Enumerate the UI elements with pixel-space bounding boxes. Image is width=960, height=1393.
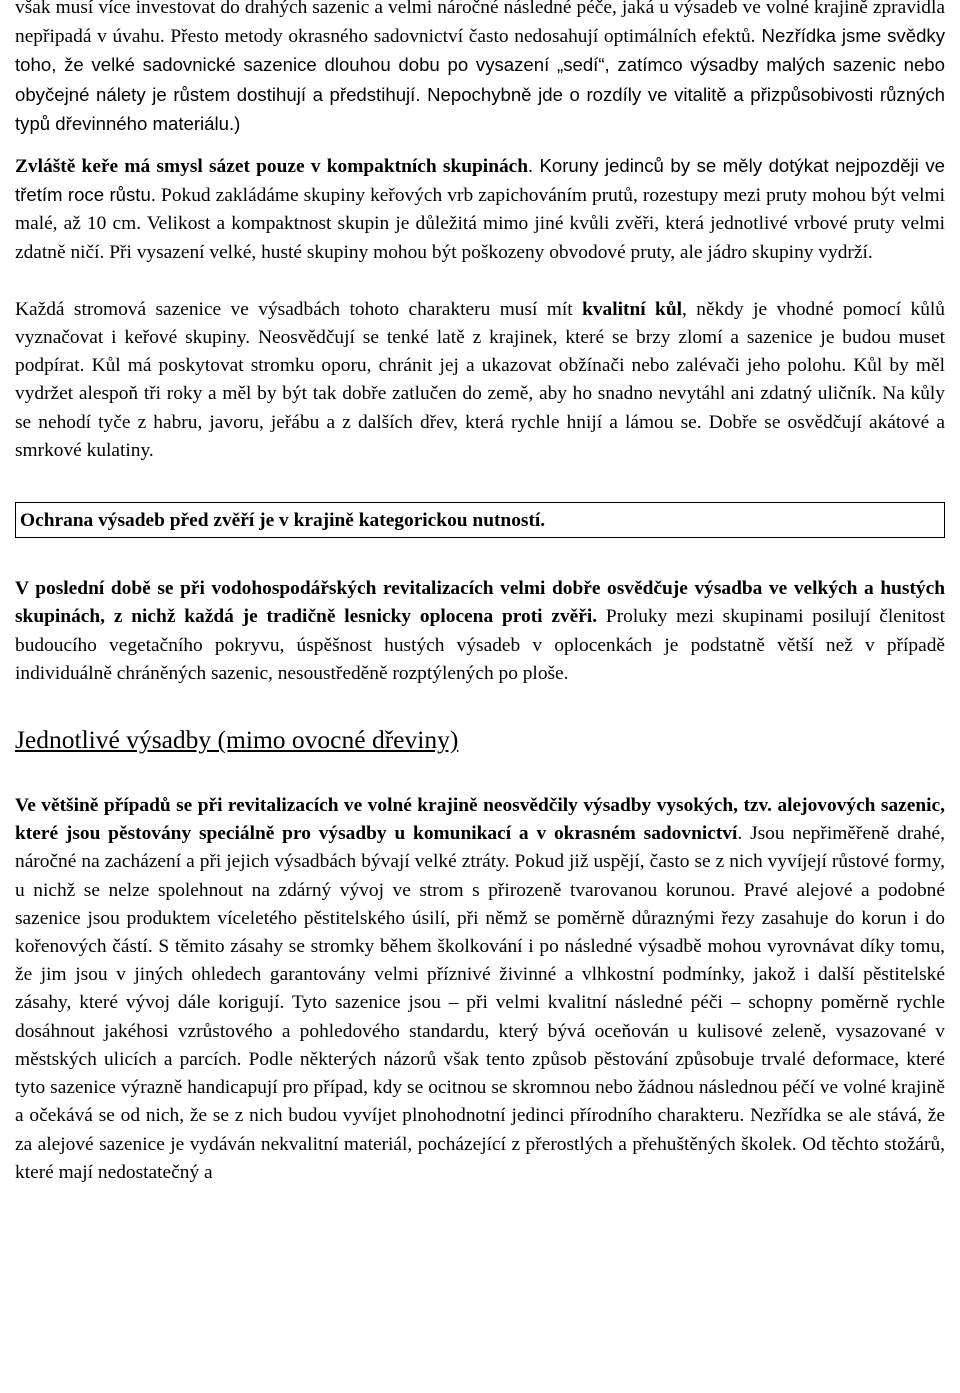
p3-sentence-2: Kůl má poskytovat stromku oporu, chránit jej a ukazovat obžínači nebo zalévači jeho polohu. [84,355,847,377]
p5-bold-end: . [737,823,743,845]
spacer [15,538,945,575]
p5-sentence-7: Nezřídka se ale stává, že za alejové sazenice je vydáván nekvalitní materiál, pocházející z přerostlých a přehuštěných školek. [15,1105,946,1155]
spacer [15,465,945,502]
p3-sentence-5: Dobře se osvědčují akátové a smrkové kulatiny. [15,411,945,461]
spacer [15,139,945,152]
p4-text: Proluky mezi skupinami posilují členitost budoucího vegetačního pokryvu, úspěšnost hustých výsadeb v oplocenkách je podstatně větší než v případě individuálně chráněných sazenic, nesoustředěně rozptýlených po ploše. [15,606,945,684]
paragraph-4 [15,575,945,688]
p2-sentence-2: Pokud zakládáme skupiny keřových vrb zapichováním prutů, rozestupy mezi pruty mohou být velmi malé, až 10 cm. [15,185,945,235]
section-heading: Jednotlivé výsadby (mimo ovocné dřeviny) [15,725,459,755]
paragraph-5 [15,792,945,1187]
p5-sentence-6: Podle některých názorů však tento způsob pěstování způsobuje trvalé deformace, které tyto sazenice výrazně handicapují pro případ, kdy se ocitnou se skromnou nebo žádnou následnou péčí ve volné krajině a očekává se od nich, že se z nich budou vyvíjet plnohodnotní jedinci přírodního charakteru. [15,1048,945,1127]
p3-sentence-3: Kůl by měl vydržet alespoň tři roky a měl by být tak dobře zatlučen do země, aby ho snadno nevytáhl ani zdatný uličník. [15,355,945,405]
spacer [15,688,945,725]
paragraph-3 [15,296,945,465]
p1-sentence-2: Nezřídka jsme svědky toho, že velké sadovnické sazenice dlouhou dobu po vysazení „sedí“, zatímco výsadby malých sazenic nebo obyčejné nálety je růstem dostihují a předstihují. [15,25,946,105]
p3-text-2: , někdy je vhodné pomocí kůlů vyznačovat i keřové skupiny. [15,298,946,349]
p5-sentence-2: Pokud již uspějí, často se z nich vyvíjejí růstové formy, u nichž se nelze spolehnout na zdárný vývoj ve strom s přirozeně tvarovanou korunou. [15,851,945,901]
boxed-statement: Ochrana výsadeb před zvěří je v krajině kategorickou nutností. [15,502,945,538]
p2-bold-lead: Zvláště keře má smysl sázet pouze v kompaktních skupinách [15,156,529,178]
p3-sentence-4: Na kůly se nehodí tyče z habru, javoru, jeřábu a z dalších dřev, která rychle hnijí a lámou se. [15,383,945,433]
p5-bold-lead: Ve většině případů se při revitalizacích ve volné krajině neosvědčily výsadby vysokých, tzv. alejovových sazenic, které jsou pěstovány speciálně pro výsadby u komunikací a v okrasném sadovnictví [15,795,945,845]
p2-sentence-3: Velikost a kompaktnost skupin je důležitá mimo jiné kvůli zvěři, která jednotlivé vrbové pruty velmi zdatně ničí. [15,213,945,263]
p5-sentence-8: Od těchto stožárů, které mají nedostatečný a [15,1133,945,1183]
p5-sentence-1: Jsou nepřiměřeně drahé, náročné na zacházení a při jejich výsadbách bývají velké ztráty. [15,823,945,873]
p5-sentence-3: Pravé alejové a podobné sazenice jsou produktem víceletého pěstitelského úsilí, při němž se poměrně důraznými řezy zasahuje do korun i do kořenových částí. [15,879,945,958]
spacer [15,267,945,296]
p2-sentence-1: Koruny jedinců by se měly dotýkat nejpozději ve třetím roce růstu. [15,155,945,206]
paragraph-2 [15,152,945,267]
spacer [15,755,945,792]
document-page [15,0,945,1187]
p2-sentence-4: Při vysazení velké, husté skupiny mohou být poškozeny obvodové pruty, ale jádro skupiny vydrží. [104,241,873,263]
p4-bold-lead: V poslední době se při vodohospodářských revitalizacích velmi dobře osvědčuje výsadba ve velkých a hustých skupinách, z nichž každá je tradičně lesnicky oplocena proti zvěři. [15,578,945,628]
p3-sentence-1: Neosvědčují se tenké latě z krajinek, které se brzy zlomí a sazenice je budou muset podpírat. [15,327,945,377]
p1-sentence-1: však musí více investovat do drahých sazenic a velmi náročné následné péče, jaká u výsadeb ve volné krajině zpravidla nepřipadá v úvahu. Přesto metody okrasného sadovnictví často nedosahují optimálních efektů. [15,0,945,48]
paragraph-1 [15,0,945,139]
p2-bold-end: . [528,156,533,178]
p1-sentence-3: Nepochybně jde o rozdíly ve vitalitě a přizpůsobivosti různých typů dřevinného materiálu.) [15,83,946,134]
p5-sentence-5: Tyto sazenice jsou – při velmi kvalitní následné péči – schopny poměrně rychle dosáhnout jakéhosi vzrůstového a pohledového standardu, který bývá oceňován u kulisové zeleně, vysazované v městských ulicích a parcích. [15,992,946,1070]
p3-text-1: Každá stromová sazenice ve výsadbách tohoto charakteru musí mít [15,298,583,320]
p5-sentence-4: S těmito zásahy se stromky během školkování i po následné výsadbě mohou vyrovnávat díky tomu, že jim jsou v jiných ohledech garantovány velmi příznivé živinné a vlhkostní podmínky, jakož i další pěstitelské zásahy, které vývoj dále korigují. [15,936,945,1014]
p3-bold: kvalitní kůl [582,298,683,320]
